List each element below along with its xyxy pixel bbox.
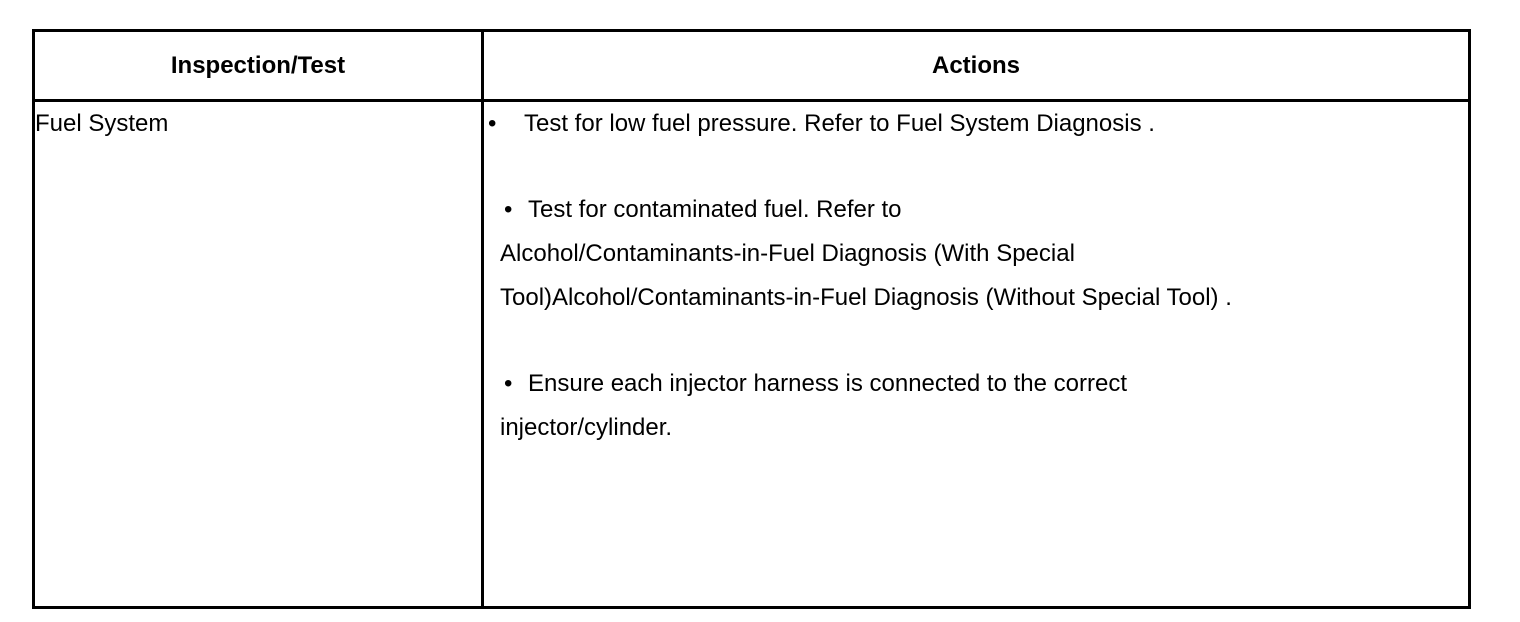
- inspection-actions-table: [32, 29, 1471, 609]
- header-actions: Actions: [483, 31, 1470, 101]
- action-line: [500, 188, 1468, 232]
- action-line: [500, 362, 1468, 406]
- table-row: [34, 101, 1470, 608]
- header-inspection-test: Inspection/Test: [34, 31, 483, 101]
- actions-cell: [483, 101, 1470, 608]
- action-line: Test for low fuel pressure. Refer to Fuel System Diagnosis .: [524, 110, 1155, 137]
- inspection-cell: [34, 101, 483, 608]
- action-item-injector-harness: [484, 362, 1468, 450]
- table-header-row: [34, 31, 1470, 101]
- action-line: Tool)Alcohol/Contaminants-in-Fuel Diagnosis (Without Special Tool) .: [500, 284, 1232, 311]
- action-line: injector/cylinder.: [500, 414, 673, 441]
- inspection-label-fuel-system: Fuel System: [35, 110, 169, 137]
- action-item-low-fuel-pressure: [484, 102, 1468, 146]
- action-item-contaminated-fuel: [484, 188, 1468, 320]
- action-line-text: Ensure each injector harness is connected to the correct: [528, 370, 1127, 397]
- bullet-icon: •: [504, 196, 513, 223]
- action-line: Alcohol/Contaminants-in-Fuel Diagnosis (With Special: [500, 240, 1075, 267]
- action-line-text: Test for contaminated fuel. Refer to: [528, 196, 902, 223]
- bullet-icon: •: [488, 110, 497, 137]
- bullet-icon: •: [504, 370, 513, 397]
